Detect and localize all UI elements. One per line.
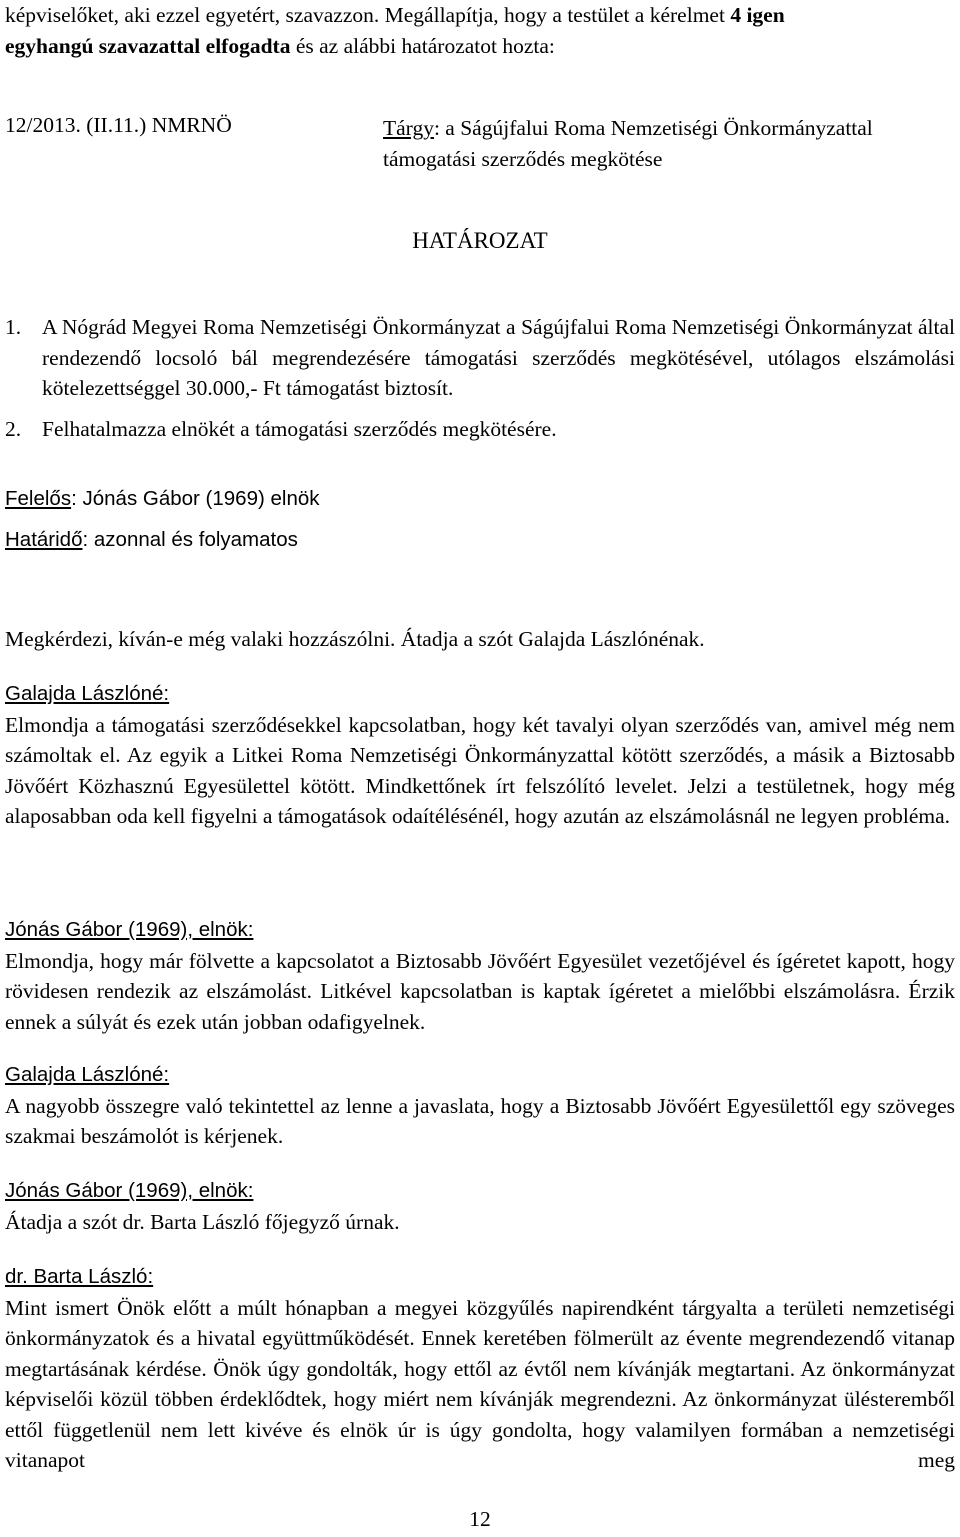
- deadline-line: [5, 525, 955, 556]
- item-number: 2.: [5, 417, 22, 441]
- speech-text: Elmondja a támogatási szerződésekkel kapcsolatban, hogy két tavalyi olyan szerződés van, amivel még nem számoltak el. Az egyik a Litkei Roma Nemzetiségi Önkormányzattal kötött szerződés, a másik a Biztosabb Jövőért Közhasznú Egyesülettel kötött. Mindkettőnek írt felszólító levelet. Jelzi a testületnek, hogy még alaposabban oda kell figyelni a támogatások odaítélésénél, hogy azután az elszámolásnál ne legyen probléma.: [5, 712, 955, 828]
- intro-line1-text: képviselőket, aki ezzel egyetért, szavazzon. Megállapítja, hogy a testület a kérelmet: [5, 3, 725, 27]
- responsible-value: : Jónás Gábor (1969) elnök: [71, 487, 320, 510]
- speaker-name: Galajda Lászlóné:: [5, 682, 170, 705]
- responsible-label: Felelős: [5, 487, 72, 510]
- intro-vote-result: egyhangú szavazattal elfogadta: [5, 33, 291, 58]
- deadline-label: Határidő: [5, 528, 83, 551]
- intro-vote-count: 4 igen: [730, 3, 785, 27]
- intro-paragraph: [5, 0, 955, 61]
- item-text: A Nógrád Megyei Roma Nemzetiségi Önkormányzat a Ságújfalui Roma Nemzetiségi Önkormányzat által rendezendő locsoló bál megrendezésére támogatási szerződés megkötésével, utólagos elszámolási kötelezettséggel 30.000,- Ft támogatást biztosít.: [42, 315, 955, 400]
- speech-text: Átadja a szót dr. Barta László főjegyző úrnak.: [5, 1209, 400, 1234]
- speaker-name: Galajda Lászlóné:: [5, 1063, 170, 1086]
- ask-line: Megkérdezi, kíván-e még valaki hozzászólni. Átadja a szót Galajda Lászlónénak.: [5, 627, 705, 651]
- speaker-name: dr. Barta László:: [5, 1265, 154, 1288]
- speech-text: A nagyobb összegre való tekintettel az lenne a javaslata, hogy a Biztosabb Jövőért Egyesülettől egy szöveges szakmai beszámolót is kérjenek.: [5, 1093, 955, 1148]
- speaker-name: Jónás Gábor (1969), elnök:: [5, 918, 254, 941]
- speech: [5, 679, 955, 832]
- item-text: Felhatalmazza elnökét a támogatási szerződés megkötésére.: [42, 417, 557, 441]
- intro-line2-text: és az alábbi határozatot hozta:: [295, 33, 555, 58]
- subject-label: Tárgy: [383, 116, 434, 140]
- resolution-item: [5, 312, 955, 404]
- item-number: 1.: [5, 315, 22, 339]
- responsible-line: [5, 484, 955, 515]
- page-number: 12: [469, 1507, 491, 1531]
- speech-text: Elmondja, hogy már fölvette a kapcsolatot a Biztosabb Jövőért Egyesület vezetőjével és ígéretet kapott, hogy rövidesen rendezik az elszámolást. Litkével kapcsolatban is kaptak ígéretet a mielőbbi elszámolásra. Érzik ennek a súlyát és ezek után jobban odafigyelnek.: [5, 948, 955, 1034]
- speaker-name: Jónás Gábor (1969), elnök:: [5, 1179, 254, 1202]
- speech: [5, 1176, 955, 1237]
- resolution-reference: 12/2013. (II.11.) NMRNÖ: [5, 113, 232, 137]
- speech: [5, 1060, 955, 1152]
- resolution-subject: [383, 113, 955, 174]
- resolution-heading: HATÁROZAT: [412, 228, 548, 253]
- speech: [5, 915, 955, 1037]
- deadline-value: : azonnal és folyamatos: [82, 528, 298, 551]
- speech-text: Mint ismert Önök előtt a múlt hónapban a megyei közgyűlés napirendként tárgyalta a területi nemzetiségi önkormányzatok és a hivatal együttműködését. Ennek keretében fölmerült az évente megrendezendő vitanap megtartásának kérdése. Önök úgy gondolták, hogy ettől az évtől nem kívánják megtartani. Az önkormányzat képviselői közül többen érdeklődtek, hogy miért nem kívánják megrendezni. Az önkormányzat ülésteremből ettől függetlenül nem lett kivéve és elnök úr is úgy gondolta, hogy valamilyen formában a nemzetiségi vitanapot meg: [5, 1295, 955, 1472]
- resolution-item: [5, 414, 955, 445]
- speech: [5, 1262, 955, 1476]
- subject-text: : a Ságújfalui Roma Nemzetiségi Önkormányzattal támogatási szerződés megkötése: [383, 116, 873, 171]
